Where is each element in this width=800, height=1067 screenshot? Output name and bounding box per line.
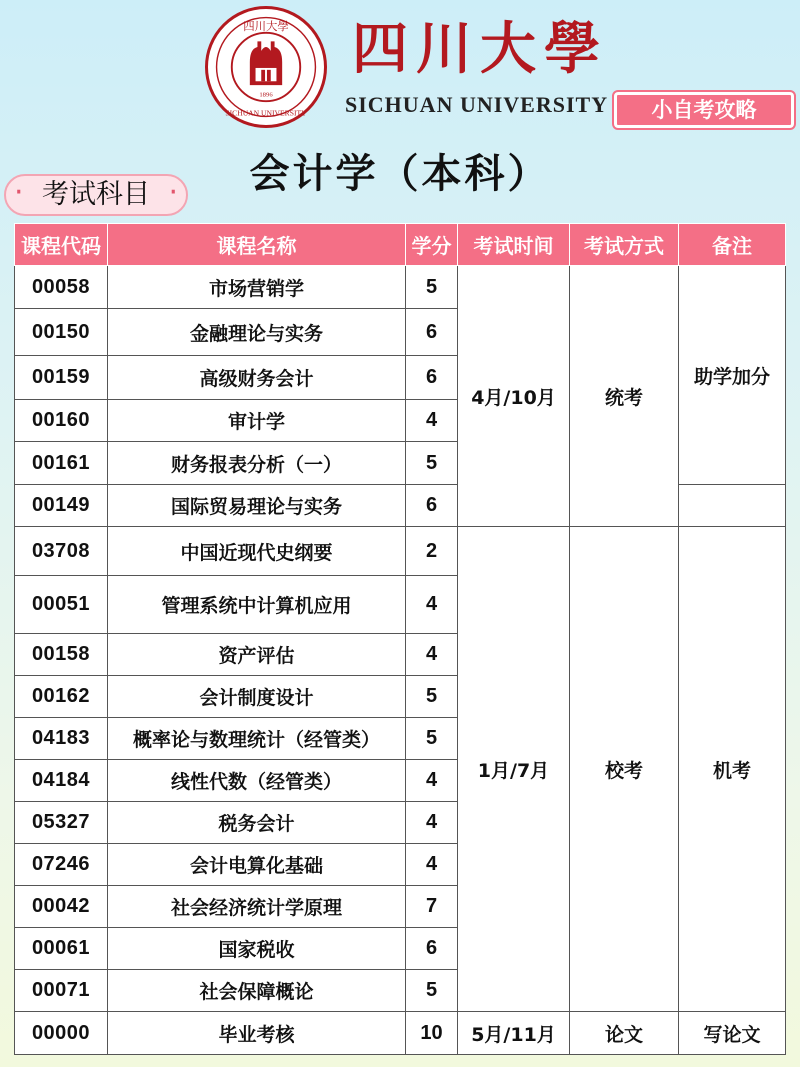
section-tag: · 考试科目 · <box>4 174 188 216</box>
exam-time-cell: 1月/7月 <box>458 527 570 1012</box>
seal-text-cn: 四川大學 <box>243 18 289 33</box>
course-credit: 5 <box>406 718 458 760</box>
seal-year: 1896 <box>259 91 273 99</box>
course-credit: 10 <box>406 1012 458 1055</box>
course-credit: 6 <box>406 928 458 970</box>
note-cell: 写论文 <box>679 1012 786 1055</box>
course-credit: 5 <box>406 442 458 485</box>
course-code: 00149 <box>15 485 108 527</box>
course-credit: 4 <box>406 802 458 844</box>
course-code: 00150 <box>15 309 108 356</box>
course-name: 市场营销学 <box>108 266 406 309</box>
table-header-row <box>15 224 786 266</box>
course-name: 会计电算化基础 <box>108 844 406 886</box>
course-name: 财务报表分析（一） <box>108 442 406 485</box>
course-credit: 2 <box>406 527 458 576</box>
course-code: 00161 <box>15 442 108 485</box>
course-code: 04184 <box>15 760 108 802</box>
course-code: 00000 <box>15 1012 108 1055</box>
course-credit: 5 <box>406 676 458 718</box>
note-cell: 机考 <box>679 527 786 1012</box>
course-credit: 4 <box>406 400 458 442</box>
header-note: 备注 <box>679 224 786 266</box>
course-code: 00160 <box>15 400 108 442</box>
university-seal-logo <box>205 6 327 128</box>
course-code: 00162 <box>15 676 108 718</box>
course-name: 管理系统中计算机应用 <box>108 576 406 634</box>
seal-text-en: SICHUAN UNIVERSITY <box>225 108 307 118</box>
table-row <box>15 1012 786 1055</box>
course-code: 00158 <box>15 634 108 676</box>
brand-name-cn: 四川大學 <box>352 16 608 82</box>
course-credit: 5 <box>406 970 458 1012</box>
course-code: 00159 <box>15 356 108 400</box>
header-exam-method: 考试方式 <box>570 224 679 266</box>
course-name: 概率论与数理统计（经管类） <box>108 718 406 760</box>
exam-method-cell: 论文 <box>570 1012 679 1055</box>
seal-emblem-icon <box>208 9 324 125</box>
course-code: 00058 <box>15 266 108 309</box>
course-credit: 6 <box>406 356 458 400</box>
course-name: 毕业考核 <box>108 1012 406 1055</box>
course-code: 07246 <box>15 844 108 886</box>
course-name: 国际贸易理论与实务 <box>108 485 406 527</box>
course-credit: 6 <box>406 485 458 527</box>
header-name: 课程名称 <box>108 224 406 266</box>
guide-badge: 小自考攻略 <box>614 92 794 128</box>
course-credit: 6 <box>406 309 458 356</box>
course-name: 社会经济统计学原理 <box>108 886 406 928</box>
exam-time-cell: 5月/11月 <box>458 1012 570 1055</box>
exam-method-cell: 校考 <box>570 527 679 1012</box>
course-table <box>14 223 786 1055</box>
table-row <box>15 527 786 576</box>
page-title: 会计学（本科） <box>249 151 551 197</box>
course-credit: 4 <box>406 760 458 802</box>
course-name: 线性代数（经管类） <box>108 760 406 802</box>
course-code: 00061 <box>15 928 108 970</box>
note-cell: 助学加分 <box>679 266 786 485</box>
course-name: 金融理论与实务 <box>108 309 406 356</box>
course-credit: 4 <box>406 844 458 886</box>
header-exam-time: 考试时间 <box>458 224 570 266</box>
course-credit: 5 <box>406 266 458 309</box>
course-credit: 4 <box>406 576 458 634</box>
course-code: 00042 <box>15 886 108 928</box>
brand-name-en: SICHUAN UNIVERSITY <box>345 92 609 117</box>
exam-method-cell: 统考 <box>570 266 679 527</box>
course-code: 05327 <box>15 802 108 844</box>
course-name: 税务会计 <box>108 802 406 844</box>
course-credit: 7 <box>406 886 458 928</box>
header-credit: 学分 <box>406 224 458 266</box>
course-name: 国家税收 <box>108 928 406 970</box>
course-code: 03708 <box>15 527 108 576</box>
course-name: 审计学 <box>108 400 406 442</box>
table-row <box>15 266 786 309</box>
course-name: 社会保障概论 <box>108 970 406 1012</box>
course-code: 00051 <box>15 576 108 634</box>
course-credit: 4 <box>406 634 458 676</box>
exam-time-cell: 4月/10月 <box>458 266 570 527</box>
header <box>0 0 800 140</box>
course-name: 中国近现代史纲要 <box>108 527 406 576</box>
course-name: 高级财务会计 <box>108 356 406 400</box>
course-code: 04183 <box>15 718 108 760</box>
course-name: 资产评估 <box>108 634 406 676</box>
header-code: 课程代码 <box>15 224 108 266</box>
course-name: 会计制度设计 <box>108 676 406 718</box>
note-cell-empty <box>679 485 786 527</box>
course-code: 00071 <box>15 970 108 1012</box>
